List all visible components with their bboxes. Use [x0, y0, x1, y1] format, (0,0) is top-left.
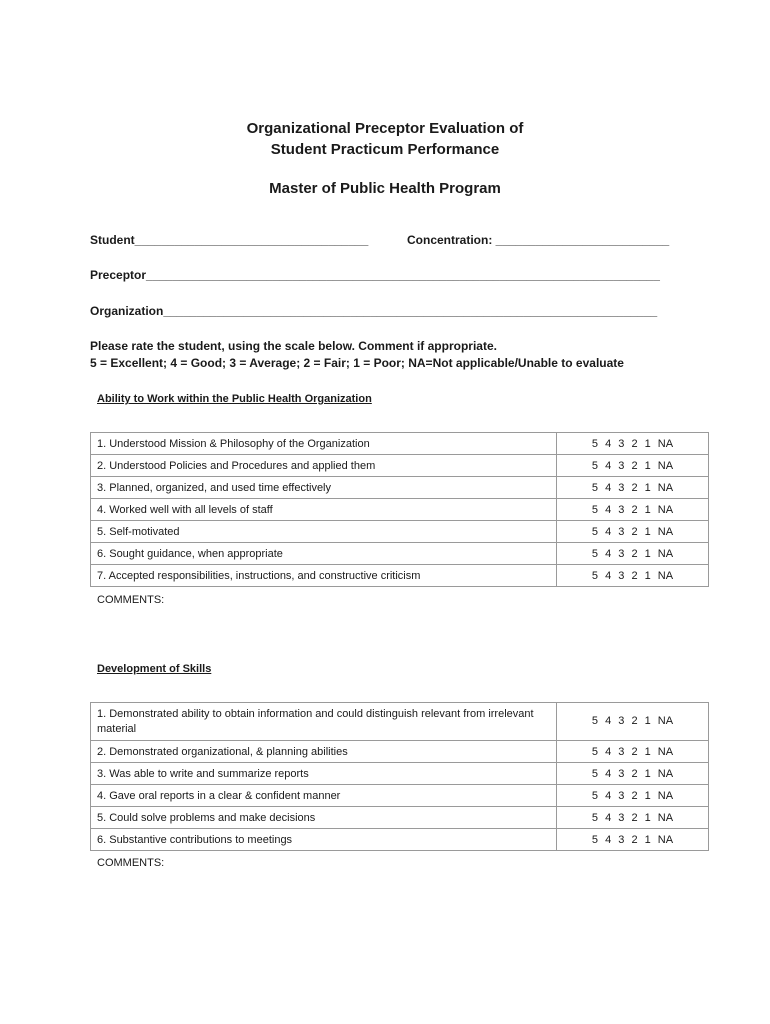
item-text: 1. Demonstrated ability to obtain information and could distinguish relevant from irrelevant material — [91, 703, 557, 741]
rating-scale[interactable]: 5 4 3 2 1 NA — [557, 829, 709, 851]
item-text: 4. Gave oral reports in a clear & confident manner — [91, 785, 557, 807]
table-row — [91, 785, 709, 807]
table-row — [91, 455, 709, 477]
table-row — [91, 521, 709, 543]
section-title-organization: Ability to Work within the Public Health Organization — [97, 393, 372, 405]
table-row — [91, 703, 709, 741]
item-text: 4. Worked well with all levels of staff — [91, 499, 557, 521]
item-text: 6. Substantive contributions to meetings — [91, 829, 557, 851]
item-text: 1. Understood Mission & Philosophy of the Organization — [91, 433, 557, 455]
table-row — [91, 763, 709, 785]
table-row — [91, 477, 709, 499]
rating-scale[interactable]: 5 4 3 2 1 NA — [557, 785, 709, 807]
rating-scale[interactable]: 5 4 3 2 1 NA — [557, 433, 709, 455]
item-text: 3. Planned, organized, and used time effectively — [91, 477, 557, 499]
item-text: 5. Could solve problems and make decisions — [91, 807, 557, 829]
rating-scale[interactable]: 5 4 3 2 1 NA — [557, 477, 709, 499]
rating-scale-legend: 5 = Excellent; 4 = Good; 3 = Average; 2 = Fair; 1 = Poor; NA=Not applicable/Unable to evaluate — [90, 356, 624, 370]
rating-scale[interactable]: 5 4 3 2 1 NA — [557, 499, 709, 521]
rating-scale[interactable]: 5 4 3 2 1 NA — [557, 543, 709, 565]
title-line-1: Organizational Preceptor Evaluation of — [246, 120, 524, 137]
comments-label-organization: COMMENTS: — [97, 594, 165, 606]
preceptor-field[interactable]: Preceptor_____________________________________________________________________________ — [90, 268, 660, 282]
document-title — [0, 118, 770, 160]
rating-scale[interactable]: 5 4 3 2 1 NA — [557, 703, 709, 741]
item-text: 2. Understood Policies and Procedures and applied them — [91, 455, 557, 477]
rating-table-skills — [90, 702, 709, 851]
item-text: 6. Sought guidance, when appropriate — [91, 543, 557, 565]
item-text: 2. Demonstrated organizational, & planning abilities — [91, 741, 557, 763]
rating-scale[interactable]: 5 4 3 2 1 NA — [557, 807, 709, 829]
program-name: Master of Public Health Program — [269, 180, 501, 197]
item-text: 3. Was able to write and summarize reports — [91, 763, 557, 785]
table-row — [91, 829, 709, 851]
table-row — [91, 807, 709, 829]
concentration-field[interactable]: Concentration: __________________________ — [407, 233, 670, 247]
table-row — [91, 499, 709, 521]
item-text: 5. Self-motivated — [91, 521, 557, 543]
student-field[interactable]: Student___________________________________ — [90, 233, 369, 247]
organization-field[interactable]: Organization__________________________________________________________________________ — [90, 304, 658, 318]
instructions-line-1: Please rate the student, using the scale below. Comment if appropriate. — [90, 339, 497, 353]
rating-scale[interactable]: 5 4 3 2 1 NA — [557, 565, 709, 587]
rating-scale[interactable]: 5 4 3 2 1 NA — [557, 763, 709, 785]
rating-table-organization — [90, 432, 709, 587]
rating-scale[interactable]: 5 4 3 2 1 NA — [557, 521, 709, 543]
rating-scale[interactable]: 5 4 3 2 1 NA — [557, 455, 709, 477]
item-text: 7. Accepted responsibilities, instructions, and constructive criticism — [91, 565, 557, 587]
table-row — [91, 565, 709, 587]
comments-label-skills: COMMENTS: — [97, 857, 165, 869]
rating-instructions — [90, 338, 624, 372]
rating-scale[interactable]: 5 4 3 2 1 NA — [557, 741, 709, 763]
table-row — [91, 433, 709, 455]
section-title-skills: Development of Skills — [97, 663, 212, 675]
title-line-2: Student Practicum Performance — [270, 141, 500, 158]
table-row — [91, 741, 709, 763]
table-row — [91, 543, 709, 565]
